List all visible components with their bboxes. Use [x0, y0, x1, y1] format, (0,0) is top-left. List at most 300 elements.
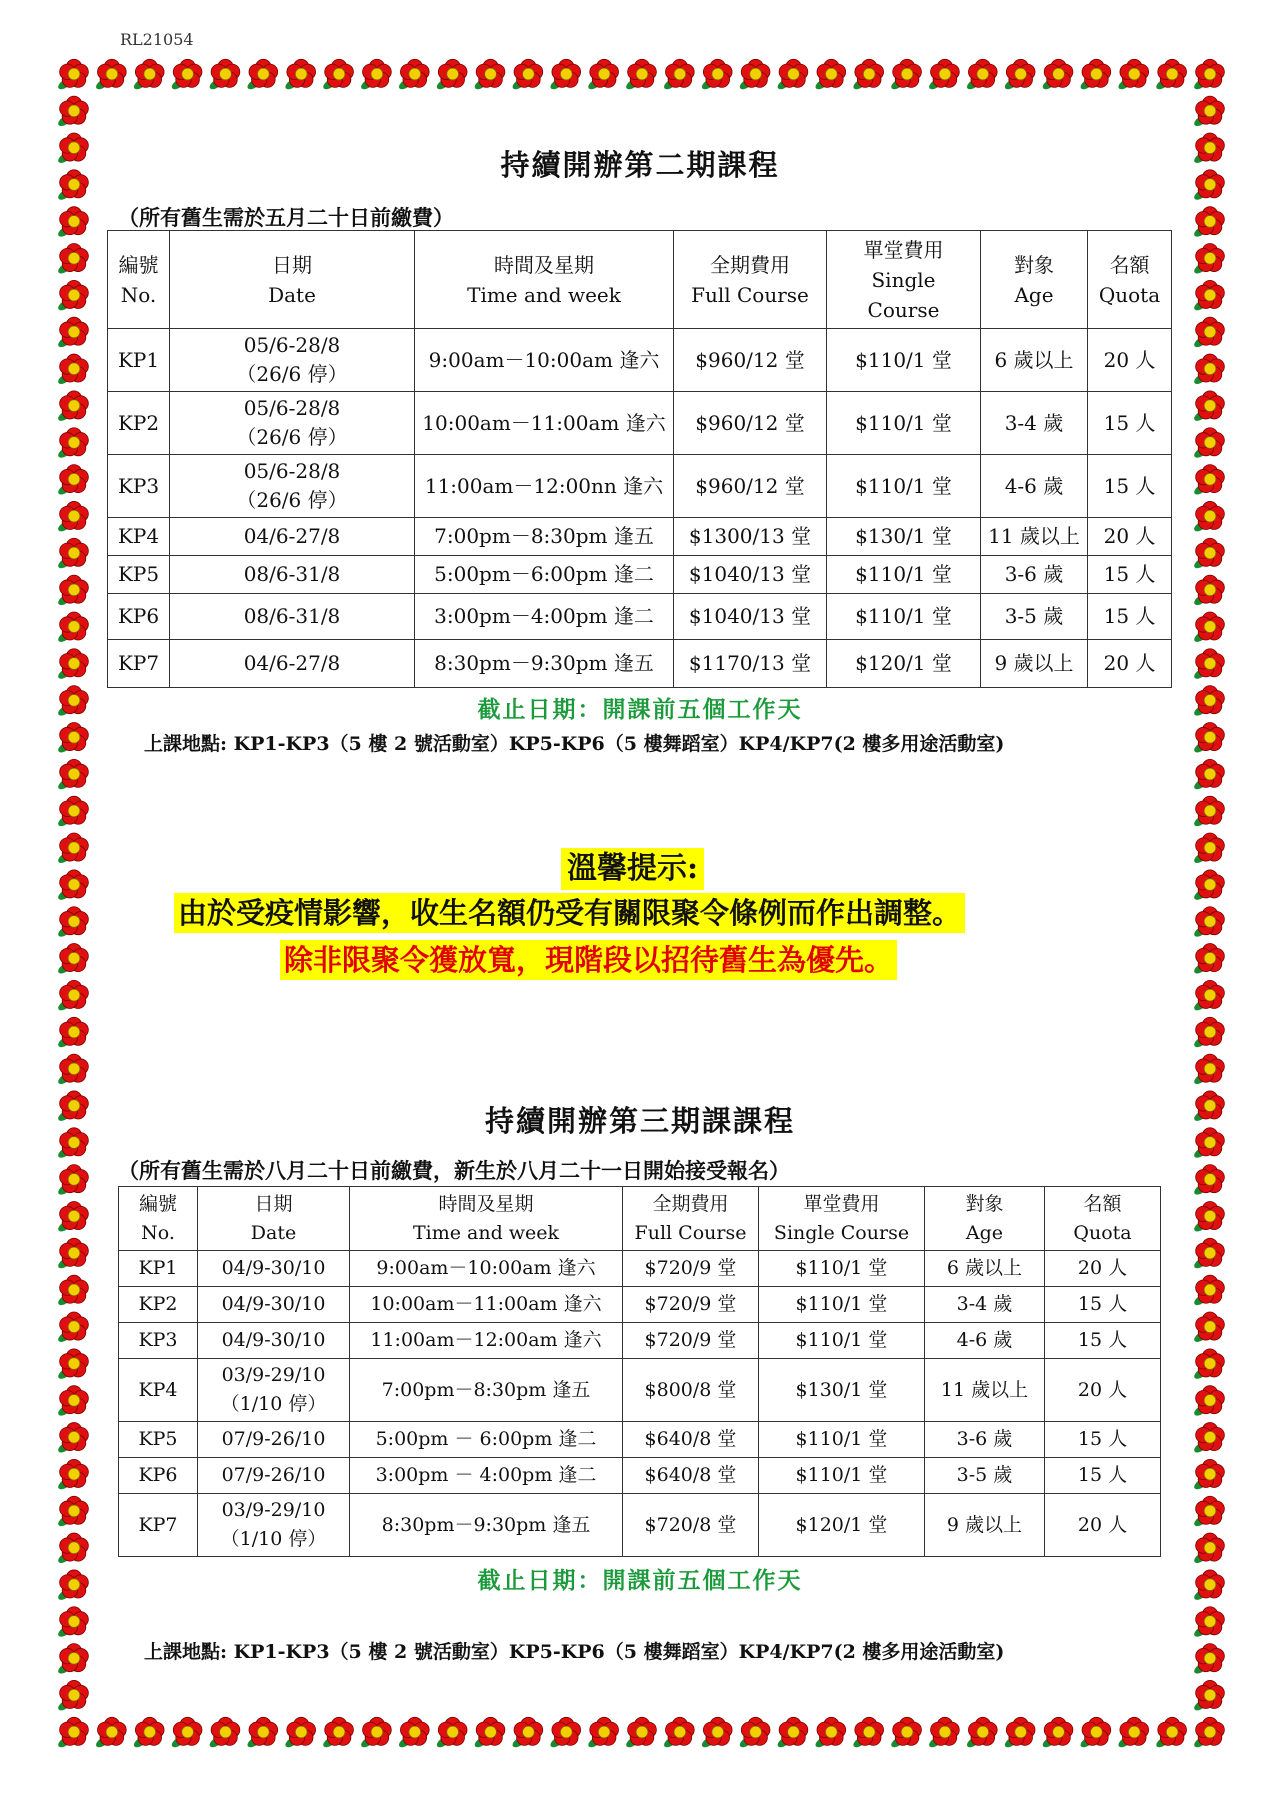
header-line: Single Course — [773, 1221, 910, 1244]
table-row — [119, 1422, 1161, 1458]
flower-decoration — [1192, 96, 1224, 128]
flower-decoration — [1154, 59, 1186, 91]
flower-decoration — [1003, 59, 1035, 91]
cell-no: KP6 — [119, 1458, 198, 1494]
flower-decoration — [889, 59, 921, 91]
flower-decoration — [1079, 59, 1111, 91]
term2-deadline: 截止日期：開課前五個工作天 — [477, 696, 803, 723]
flower-decoration — [1117, 59, 1149, 91]
term2-title: 持續開辦第二期課程 — [500, 148, 780, 182]
flower-decoration — [624, 1717, 656, 1749]
flower-decoration — [321, 59, 353, 91]
table-row — [108, 392, 1172, 455]
flower-decoration — [965, 1717, 997, 1749]
term2-table-body — [108, 231, 1172, 688]
flower-decoration — [1192, 59, 1224, 91]
cell-time: 8:30pm－9:30pm 逢五 — [350, 1494, 623, 1557]
table-row — [108, 640, 1172, 688]
cell-time: 10:00am－11:00am 逢六 — [350, 1287, 623, 1323]
flower-decoration — [1192, 1496, 1224, 1528]
column-header — [198, 1187, 350, 1251]
cell-date — [170, 594, 415, 640]
flower-decoration — [56, 354, 88, 386]
header-line: 名額 — [1083, 1192, 1122, 1215]
cell-quota: 15 人 — [1088, 556, 1172, 594]
date-line: 04/9-30/10 — [221, 1293, 326, 1315]
header-line: No. — [120, 282, 157, 307]
header-line: Single — [871, 267, 936, 292]
cell-time: 8:30pm－9:30pm 逢五 — [415, 640, 674, 688]
flower-decoration — [56, 317, 88, 349]
cell-age: 3-6 歲 — [925, 1422, 1045, 1458]
cell-no: KP4 — [119, 1359, 198, 1422]
flower-decoration — [738, 1717, 770, 1749]
cell-single: $120/1 堂 — [759, 1494, 925, 1557]
column-header — [925, 1187, 1045, 1251]
header-line: Full Course — [691, 282, 809, 307]
cell-quota: 15 人 — [1088, 455, 1172, 518]
term2-schedule-table — [107, 230, 1172, 688]
flower-decoration — [56, 1238, 88, 1270]
cell-no: KP2 — [108, 392, 170, 455]
cell-full: $640/8 堂 — [623, 1458, 759, 1494]
flower-decoration — [56, 833, 88, 865]
notice-line-2: 除非限聚令獲放寬，現階段以招待舊生為優先。 — [280, 940, 897, 980]
flower-decoration — [56, 207, 88, 239]
cell-full: $960/12 堂 — [674, 455, 827, 518]
flower-decoration — [1192, 391, 1224, 423]
cell-age: 6 歲以上 — [981, 329, 1088, 392]
cell-age: 3-5 歲 — [925, 1458, 1045, 1494]
cell-full: $1300/13 堂 — [674, 518, 827, 556]
flower-decoration — [56, 796, 88, 828]
flower-decoration — [321, 1717, 353, 1749]
cell-quota: 15 人 — [1045, 1422, 1161, 1458]
header-line: 對象 — [965, 1192, 1004, 1215]
flower-decoration — [1192, 354, 1224, 386]
flower-decoration — [1192, 1459, 1224, 1491]
flower-decoration — [56, 428, 88, 460]
flower-decoration — [965, 59, 997, 91]
term3-schedule-table — [118, 1186, 1161, 1557]
flower-decoration — [56, 944, 88, 976]
cell-full: $720/9 堂 — [623, 1251, 759, 1287]
table-row — [119, 1458, 1161, 1494]
flower-decoration — [1192, 723, 1224, 755]
flower-decoration — [624, 59, 656, 91]
term3-location: 上課地點: KP1-KP3（5 樓 2 號活動室）KP5-KP6（5 樓舞蹈室）KP4/KP7(2 樓多用途活動室) — [144, 1641, 1005, 1663]
term2-payment-note: （所有舊生需於五月二十日前繳費） — [118, 205, 454, 230]
flower-decoration — [852, 59, 884, 91]
flower-decoration — [1192, 465, 1224, 497]
flower-decoration — [1192, 612, 1224, 644]
flower-decoration — [1154, 1717, 1186, 1749]
column-header — [1088, 231, 1172, 329]
cell-single: $130/1 堂 — [759, 1359, 925, 1422]
cell-date — [198, 1251, 350, 1287]
cell-time: 7:00pm－8:30pm 逢五 — [415, 518, 674, 556]
flower-decoration — [738, 59, 770, 91]
flower-decoration — [170, 59, 202, 91]
cell-date — [198, 1359, 350, 1422]
flower-decoration — [56, 1054, 88, 1086]
date-line: （26/6 停） — [236, 488, 348, 512]
cell-no: KP7 — [108, 640, 170, 688]
flower-decoration — [1192, 1386, 1224, 1418]
table-row — [108, 329, 1172, 392]
flower-decoration — [1192, 538, 1224, 570]
flower-decoration — [56, 244, 88, 276]
header-line: Time and week — [412, 1221, 560, 1244]
header-line: 時間及星期 — [494, 252, 594, 277]
flower-decoration — [56, 907, 88, 939]
cell-full: $640/8 堂 — [623, 1422, 759, 1458]
flower-decoration — [56, 538, 88, 570]
cell-time: 3:00pm－4:00pm 逢二 — [415, 594, 674, 640]
flower-decoration — [927, 1717, 959, 1749]
table-row — [108, 455, 1172, 518]
date-line: 04/9-30/10 — [221, 1257, 326, 1279]
cell-full: $800/8 堂 — [623, 1359, 759, 1422]
cell-date — [170, 556, 415, 594]
flower-decoration — [56, 1201, 88, 1233]
flower-decoration — [511, 59, 543, 91]
date-line: 05/6-28/8 — [243, 459, 341, 483]
flower-decoration — [56, 1680, 88, 1712]
flower-decoration — [549, 59, 581, 91]
flower-decoration — [1192, 428, 1224, 460]
flower-decoration — [1192, 207, 1224, 239]
header-line: 單堂費用 — [803, 1192, 880, 1215]
flower-decoration — [1192, 1680, 1224, 1712]
cell-quota: 20 人 — [1045, 1359, 1161, 1422]
cell-quota: 20 人 — [1088, 329, 1172, 392]
cell-age: 11 歲以上 — [925, 1359, 1045, 1422]
cell-quota: 15 人 — [1045, 1458, 1161, 1494]
cell-date — [170, 455, 415, 518]
flower-decoration — [1079, 1717, 1111, 1749]
flower-decoration — [473, 1717, 505, 1749]
cell-no: KP3 — [108, 455, 170, 518]
cell-no: KP7 — [119, 1494, 198, 1557]
date-line: 04/9-30/10 — [221, 1329, 326, 1351]
cell-quota: 15 人 — [1045, 1287, 1161, 1323]
header-line: 全期費用 — [652, 1192, 729, 1215]
flower-decoration — [1192, 759, 1224, 791]
document-code: RL21054 — [120, 30, 194, 49]
cell-date — [198, 1494, 350, 1557]
cell-single: $110/1 堂 — [759, 1323, 925, 1359]
header-line: Time and week — [467, 282, 621, 307]
header-line: Date — [250, 1221, 297, 1244]
header-line: 對象 — [1014, 252, 1054, 277]
cell-age: 3-4 歲 — [925, 1287, 1045, 1323]
table-row — [108, 556, 1172, 594]
date-line: 08/6-31/8 — [243, 562, 341, 586]
cell-full: $1170/13 堂 — [674, 640, 827, 688]
flower-decoration — [56, 1644, 88, 1676]
cell-time: 9:00am－10:00am 逢六 — [415, 329, 674, 392]
cell-quota: 20 人 — [1088, 518, 1172, 556]
column-header — [108, 231, 170, 329]
flower-decoration — [359, 59, 391, 91]
flower-decoration — [56, 1165, 88, 1197]
flower-decoration — [700, 59, 732, 91]
cell-single: $120/1 堂 — [827, 640, 981, 688]
flower-decoration — [284, 1717, 316, 1749]
column-header — [415, 231, 674, 329]
flower-decoration — [94, 59, 126, 91]
flower-decoration — [397, 59, 429, 91]
header-line: Date — [268, 282, 316, 307]
date-line: 05/6-28/8 — [243, 333, 341, 357]
date-line: （26/6 停） — [236, 362, 348, 386]
cell-no: KP6 — [108, 594, 170, 640]
date-line: 07/9-26/10 — [221, 1428, 326, 1450]
cell-full: $1040/13 堂 — [674, 594, 827, 640]
column-header — [119, 1187, 198, 1251]
term3-table-body — [119, 1187, 1161, 1557]
flower-decoration — [1192, 1533, 1224, 1565]
cell-time: 5:00pm － 6:00pm 逢二 — [350, 1422, 623, 1458]
cell-full: $1040/13 堂 — [674, 556, 827, 594]
flower-decoration — [1192, 1423, 1224, 1455]
flower-decoration — [1041, 59, 1073, 91]
date-line: 04/6-27/8 — [243, 651, 341, 675]
flower-decoration — [1192, 1349, 1224, 1381]
cell-age: 4-6 歲 — [981, 455, 1088, 518]
flower-decoration — [435, 1717, 467, 1749]
header-line: Quota — [1098, 282, 1161, 307]
header-line: 單堂費用 — [863, 237, 944, 262]
cell-single: $110/1 堂 — [759, 1422, 925, 1458]
flower-decoration — [927, 59, 959, 91]
cell-time: 11:00am－12:00am 逢六 — [350, 1323, 623, 1359]
notice-line-1: 由於受疫情影響，收生名額仍受有關限聚令條例而作出調整。 — [174, 893, 965, 933]
term2-location: 上課地點: KP1-KP3（5 樓 2 號活動室）KP5-KP6（5 樓舞蹈室）KP4/KP7(2 樓多用途活動室) — [144, 733, 1005, 755]
flower-decoration — [1192, 649, 1224, 681]
cell-single: $110/1 堂 — [759, 1251, 925, 1287]
flower-decoration — [56, 1496, 88, 1528]
cell-time: 10:00am－11:00am 逢六 — [415, 392, 674, 455]
cell-date — [198, 1458, 350, 1494]
term3-payment-note: （所有舊生需於八月二十日前繳費，新生於八月二十一日開始接受報名） — [118, 1158, 790, 1183]
flower-decoration — [56, 1349, 88, 1381]
cell-age: 3-6 歲 — [981, 556, 1088, 594]
cell-no: KP5 — [108, 556, 170, 594]
flower-decoration — [1117, 1717, 1149, 1749]
header-line: 編號 — [138, 1192, 177, 1215]
cell-date — [170, 518, 415, 556]
flower-decoration — [473, 59, 505, 91]
cell-date — [170, 329, 415, 392]
flower-decoration — [56, 96, 88, 128]
flower-decoration — [1192, 796, 1224, 828]
flower-decoration — [1192, 1717, 1224, 1749]
cell-quota: 20 人 — [1045, 1494, 1161, 1557]
cell-single: $130/1 堂 — [827, 518, 981, 556]
cell-no: KP3 — [119, 1323, 198, 1359]
flower-decoration — [132, 59, 164, 91]
cell-full: $720/9 堂 — [623, 1287, 759, 1323]
term3-deadline: 截止日期：開課前五個工作天 — [477, 1567, 803, 1594]
column-header — [1045, 1187, 1161, 1251]
column-header — [759, 1187, 925, 1251]
flower-decoration — [1192, 870, 1224, 902]
date-line: （26/6 停） — [236, 425, 348, 449]
flower-decoration — [1192, 1644, 1224, 1676]
flower-decoration — [852, 1717, 884, 1749]
flower-decoration — [132, 1717, 164, 1749]
flower-decoration — [56, 1017, 88, 1049]
cell-date — [198, 1323, 350, 1359]
table-row — [108, 518, 1172, 556]
cell-time: 9:00am－10:00am 逢六 — [350, 1251, 623, 1287]
term2-header-row — [108, 231, 1172, 329]
cell-date — [170, 640, 415, 688]
cell-age: 4-6 歲 — [925, 1323, 1045, 1359]
flower-decoration — [56, 870, 88, 902]
cell-time: 3:00pm － 4:00pm 逢二 — [350, 1458, 623, 1494]
cell-date — [198, 1287, 350, 1323]
cell-full: $960/12 堂 — [674, 392, 827, 455]
column-header — [674, 231, 827, 329]
table-row — [119, 1323, 1161, 1359]
header-line: Age — [965, 1221, 1004, 1244]
flower-decoration — [1192, 1165, 1224, 1197]
cell-quota: 20 人 — [1088, 640, 1172, 688]
flower-decoration — [1192, 1607, 1224, 1639]
flower-decoration — [56, 1423, 88, 1455]
term3-header-row — [119, 1187, 1161, 1251]
flower-decoration — [397, 1717, 429, 1749]
flower-decoration — [1192, 1275, 1224, 1307]
cell-time: 11:00am－12:00nn 逢六 — [415, 455, 674, 518]
flower-decoration — [170, 1717, 202, 1749]
cell-single: $110/1 堂 — [827, 594, 981, 640]
flower-decoration — [56, 649, 88, 681]
flower-decoration — [56, 723, 88, 755]
header-line: 編號 — [118, 252, 159, 277]
cell-time: 5:00pm－6:00pm 逢二 — [415, 556, 674, 594]
cell-single: $110/1 堂 — [759, 1458, 925, 1494]
flower-decoration — [1192, 907, 1224, 939]
cell-age: 3-4 歲 — [981, 392, 1088, 455]
cell-age: 3-5 歲 — [981, 594, 1088, 640]
flower-decoration — [1192, 980, 1224, 1012]
flower-decoration — [511, 1717, 543, 1749]
table-row — [119, 1494, 1161, 1557]
header-line: Course — [867, 297, 940, 322]
header-line: 時間及星期 — [438, 1192, 534, 1215]
flower-decoration — [1192, 1238, 1224, 1270]
header-line: 名額 — [1109, 252, 1150, 277]
flower-decoration — [1192, 833, 1224, 865]
flower-decoration — [549, 1717, 581, 1749]
term3-title: 持續開辦第三期課課程 — [484, 1104, 795, 1138]
flower-decoration — [56, 59, 88, 91]
table-row — [119, 1251, 1161, 1287]
flower-decoration — [56, 1312, 88, 1344]
flower-decoration — [56, 1275, 88, 1307]
flower-decoration — [1192, 501, 1224, 533]
notice-heading: 溫馨提示: — [561, 848, 704, 890]
date-line: 07/9-26/10 — [221, 1464, 326, 1486]
cell-no: KP5 — [119, 1422, 198, 1458]
flower-decoration — [56, 1717, 88, 1749]
flower-decoration — [246, 1717, 278, 1749]
flower-decoration — [56, 1607, 88, 1639]
flower-decoration — [1192, 1201, 1224, 1233]
cell-quota: 20 人 — [1045, 1251, 1161, 1287]
cell-time: 7:00pm－8:30pm 逢五 — [350, 1359, 623, 1422]
flower-decoration — [56, 980, 88, 1012]
cell-age: 11 歲以上 — [981, 518, 1088, 556]
cell-no: KP1 — [119, 1251, 198, 1287]
cell-no: KP4 — [108, 518, 170, 556]
column-header — [170, 231, 415, 329]
flower-decoration — [56, 612, 88, 644]
header-line: Quota — [1073, 1221, 1132, 1244]
cell-quota: 15 人 — [1088, 594, 1172, 640]
flower-decoration — [700, 1717, 732, 1749]
flower-decoration — [435, 59, 467, 91]
flower-decoration — [1041, 1717, 1073, 1749]
flower-decoration — [1192, 1017, 1224, 1049]
date-line: （1/10 停） — [220, 1528, 327, 1550]
cell-single: $110/1 堂 — [827, 329, 981, 392]
flower-decoration — [1192, 280, 1224, 312]
flower-decoration — [56, 1533, 88, 1565]
flower-decoration — [359, 1717, 391, 1749]
date-line: 03/9-29/10 — [221, 1499, 326, 1521]
flower-decoration — [662, 59, 694, 91]
flower-decoration — [1192, 244, 1224, 276]
header-line: Full Course — [634, 1221, 747, 1244]
flower-decoration — [889, 1717, 921, 1749]
date-line: 05/6-28/8 — [243, 396, 341, 420]
cell-age: 6 歲以上 — [925, 1251, 1045, 1287]
header-line: No. — [141, 1221, 175, 1244]
flower-decoration — [56, 280, 88, 312]
cell-single: $110/1 堂 — [827, 455, 981, 518]
flower-decoration — [776, 59, 808, 91]
cell-no: KP2 — [119, 1287, 198, 1323]
header-line: 日期 — [254, 1192, 293, 1215]
cell-single: $110/1 堂 — [827, 556, 981, 594]
cell-date — [170, 392, 415, 455]
flower-decoration — [56, 759, 88, 791]
cell-date — [198, 1422, 350, 1458]
column-header — [350, 1187, 623, 1251]
cell-full: $960/12 堂 — [674, 329, 827, 392]
flower-decoration — [586, 59, 618, 91]
column-header — [981, 231, 1088, 329]
flower-decoration — [814, 59, 846, 91]
flower-decoration — [814, 1717, 846, 1749]
column-header — [623, 1187, 759, 1251]
cell-age: 9 歲以上 — [981, 640, 1088, 688]
header-line: 日期 — [272, 252, 312, 277]
flower-decoration — [56, 1386, 88, 1418]
flower-decoration — [56, 465, 88, 497]
header-line: Age — [1014, 282, 1054, 307]
cell-full: $720/8 堂 — [623, 1494, 759, 1557]
cell-single: $110/1 堂 — [827, 392, 981, 455]
flower-decoration — [1003, 1717, 1035, 1749]
flower-decoration — [94, 1717, 126, 1749]
flower-decoration — [662, 1717, 694, 1749]
